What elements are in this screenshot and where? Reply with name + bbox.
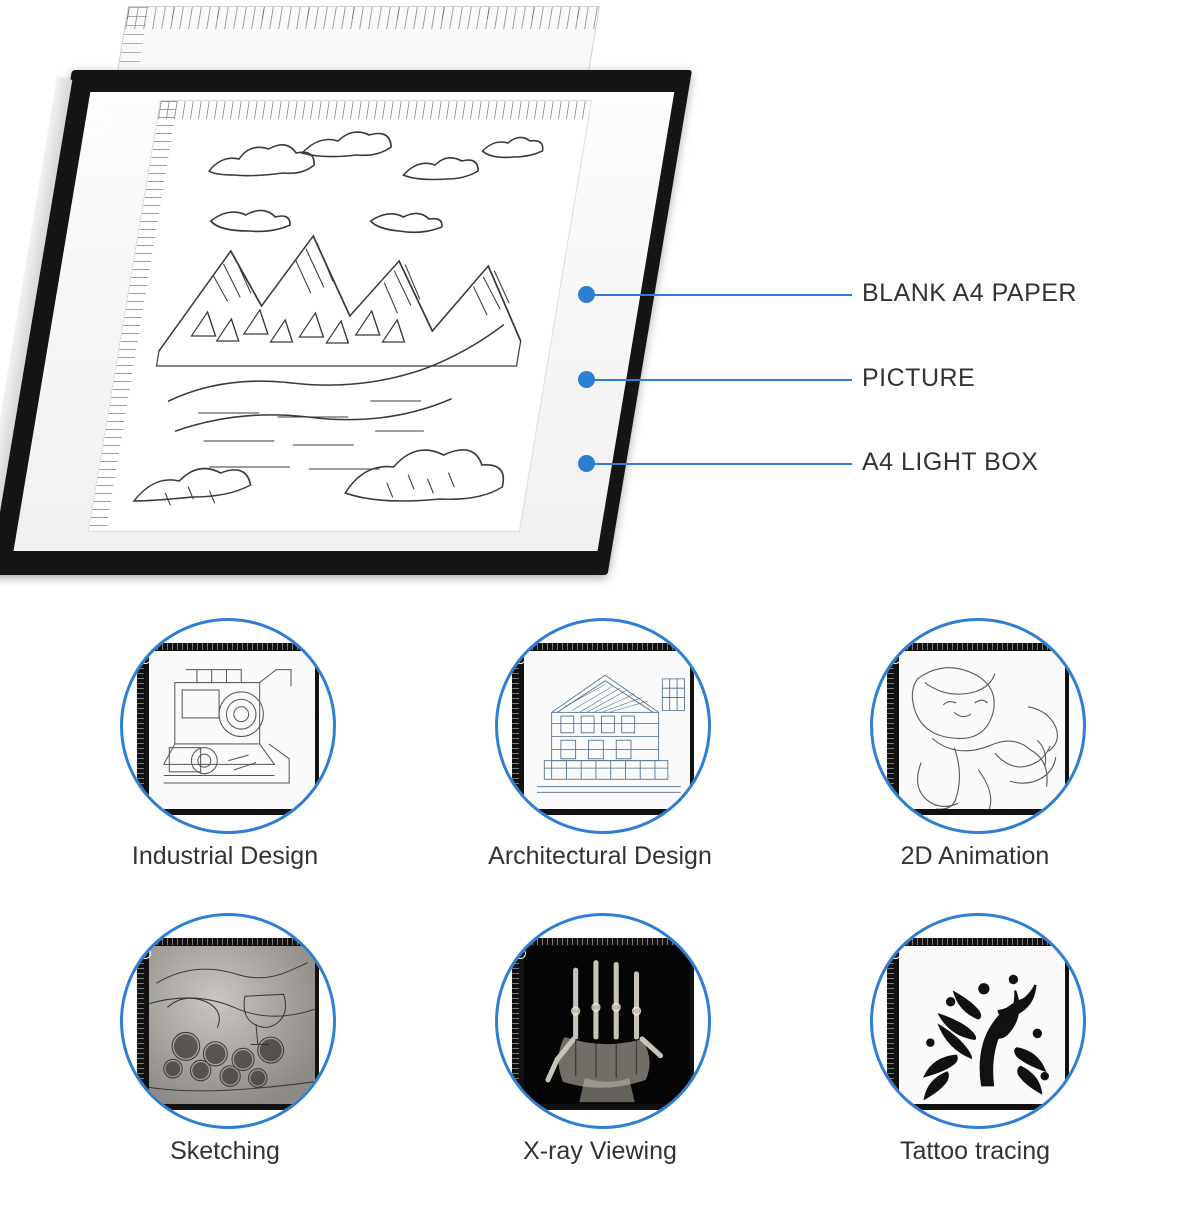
callout-label-blank-a4-paper: BLANK A4 PAPER [862, 279, 1077, 307]
power-icon[interactable] [515, 948, 526, 959]
power-icon[interactable] [515, 653, 526, 664]
mini-screen [524, 946, 690, 1104]
mini-screen [524, 651, 690, 809]
anime-character-line-art [899, 651, 1065, 809]
use-case-sketching[interactable] [25, 905, 425, 1205]
callout-dot-blank-a4-paper [578, 286, 595, 303]
mini-light-box [137, 938, 319, 1110]
mini-ruler-top [512, 643, 694, 650]
use-case-thumbnail [870, 618, 1086, 834]
callout-dot-picture [578, 371, 595, 388]
mini-ruler-top [137, 938, 319, 945]
mini-ruler-left [512, 938, 519, 1110]
use-case-architectural-design[interactable] [400, 610, 800, 910]
mini-ruler-left [887, 938, 894, 1110]
hand-xray-image [524, 946, 690, 1104]
callout-line-picture [594, 379, 852, 381]
picture-ruler-top [158, 101, 591, 119]
use-case-thumbnail [495, 618, 711, 834]
use-case-industrial-design[interactable] [25, 610, 425, 910]
use-case-label: Architectural Design [488, 842, 712, 870]
mini-screen [149, 946, 315, 1104]
callout-label-a4-light-box: A4 LIGHT BOX [862, 448, 1039, 476]
mini-screen [899, 946, 1065, 1104]
mini-light-box [137, 643, 319, 815]
callout-label-picture: PICTURE [862, 364, 976, 392]
mini-screen [149, 651, 315, 809]
mini-screen [899, 651, 1065, 809]
use-case-xray-viewing[interactable] [400, 905, 800, 1205]
power-icon[interactable] [140, 653, 151, 664]
use-case-tattoo-tracing[interactable] [775, 905, 1175, 1205]
use-case-thumbnail [495, 913, 711, 1129]
mini-ruler-top [887, 643, 1069, 650]
mini-light-box [887, 643, 1069, 815]
power-icon[interactable] [890, 948, 901, 959]
mini-ruler-left [887, 643, 894, 815]
callout-line-blank-a4-paper [594, 294, 852, 296]
use-case-label: Sketching [170, 1137, 280, 1165]
use-case-label: Industrial Design [131, 842, 319, 870]
use-case-2d-animation[interactable] [775, 610, 1175, 910]
use-case-thumbnail [120, 618, 336, 834]
mini-light-box [887, 938, 1069, 1110]
callout-dot-a4-light-box [578, 455, 595, 472]
use-case-thumbnail [870, 913, 1086, 1129]
mini-ruler-left [137, 643, 144, 815]
mini-ruler-top [887, 938, 1069, 945]
power-icon[interactable] [890, 653, 901, 664]
use-case-grid [0, 610, 1200, 1200]
camera-line-drawing [149, 651, 315, 809]
use-case-label: Tattoo tracing [899, 1137, 1051, 1165]
power-icon[interactable] [140, 948, 151, 959]
callout-line-a4-light-box [594, 463, 852, 465]
still-life-sketch [149, 946, 315, 1104]
mini-light-box [512, 938, 694, 1110]
use-case-label: X-ray Viewing [523, 1137, 677, 1165]
mini-ruler-top [512, 938, 694, 945]
use-case-thumbnail [120, 913, 336, 1129]
mini-ruler-top [137, 643, 319, 650]
picture-sheet [88, 100, 592, 532]
paper-ruler-major-ticks [127, 7, 599, 19]
mini-ruler-left [137, 938, 144, 1110]
use-case-label: 2D Animation [900, 842, 1050, 870]
floral-filigree-tattoo [899, 946, 1065, 1104]
mini-ruler-left [512, 643, 519, 815]
mini-light-box [512, 643, 694, 815]
house-blueprint-drawing [524, 651, 690, 809]
